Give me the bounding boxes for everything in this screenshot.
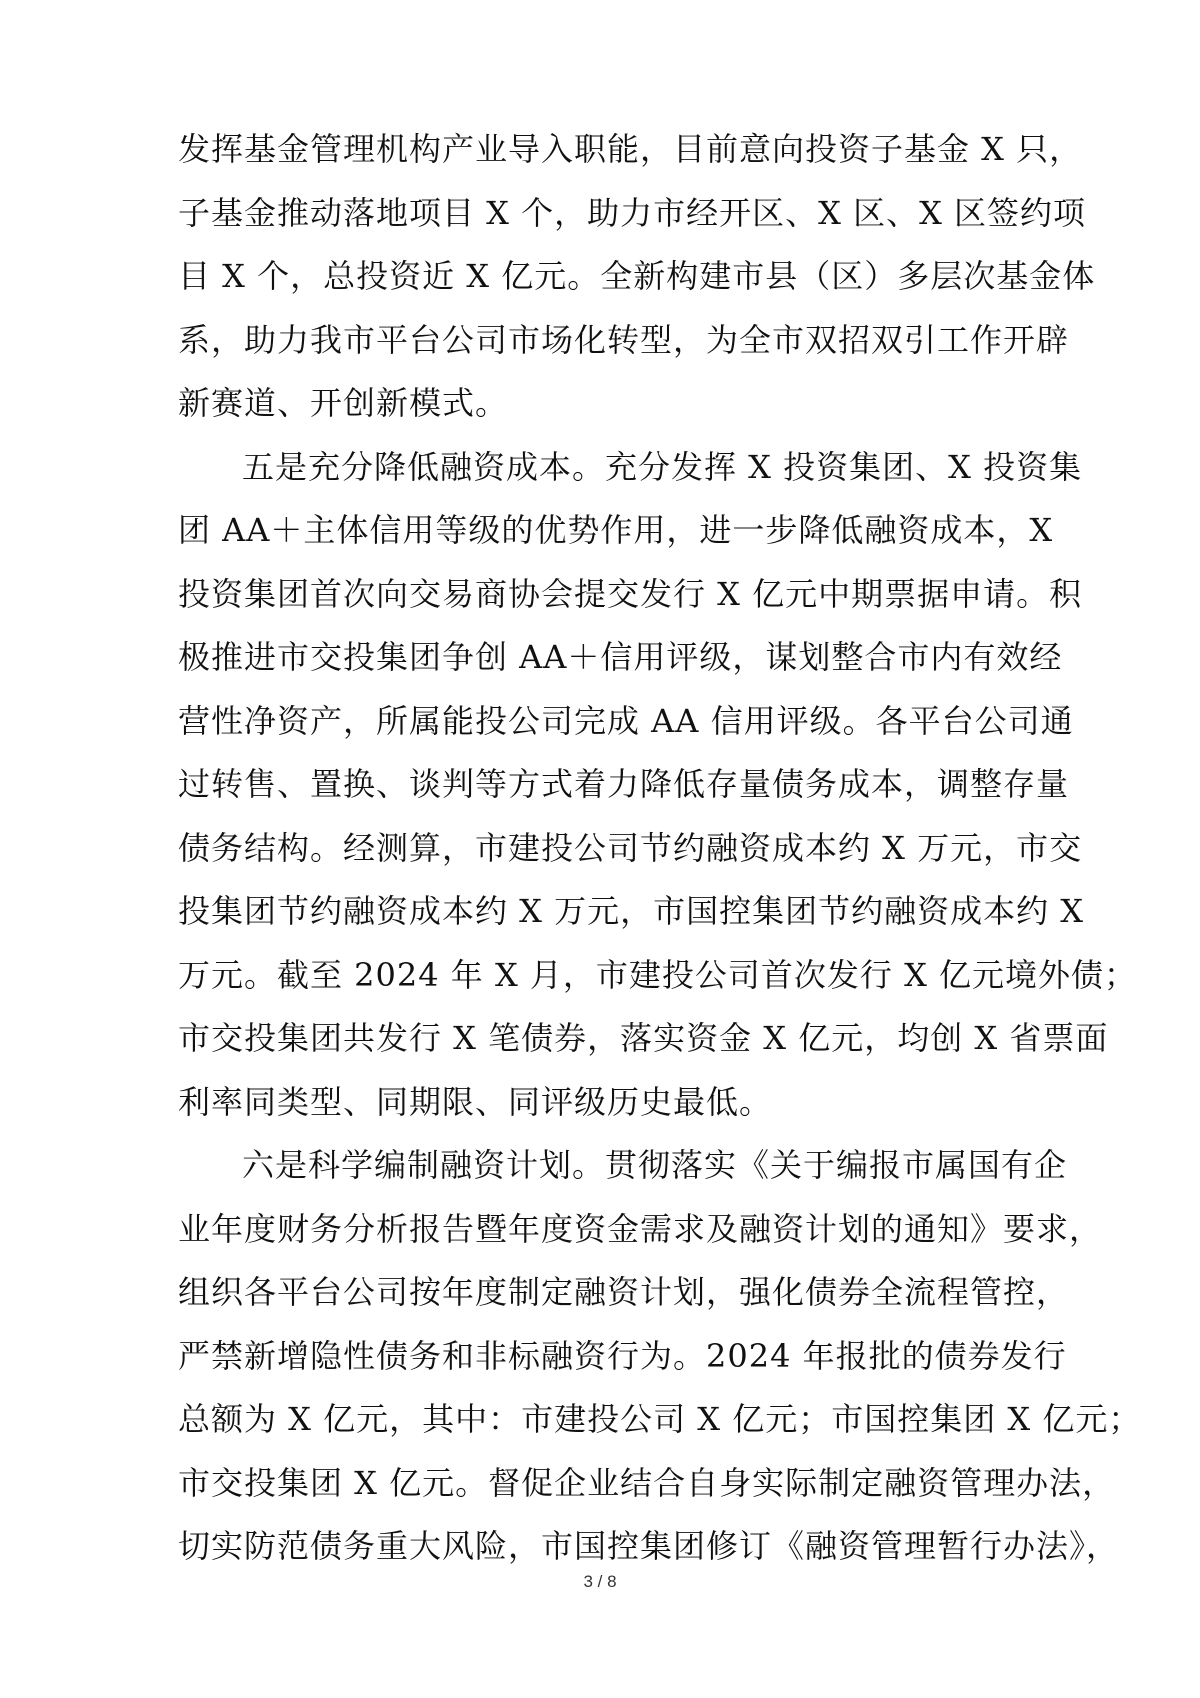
paragraph-first-line: 六是科学编制融资计划。贯彻落实《关于编报市属国有企 [242,1146,1068,1184]
paragraph-first-line: 五是充分降低融资成本。充分发挥 X 投资集团、X 投资集 [242,447,1083,486]
text-line: 系，助力我市平台公司市场化转型，为全市双招双引工作开辟 [178,320,1070,359]
text-line: 债务结构。经测算，市建投公司节约融资成本约 X 万元，市交 [178,828,1083,867]
document-body [178,118,1142,1579]
text-line: 总额为 X 亿元，其中：市建投公司 X 亿元；市国控集团 X 亿元； [178,1400,1142,1438]
text-line: 发挥基金管理机构产业导入职能，目前意向投资子基金 X 只， [178,130,1083,168]
text-line: 投集团节约融资成本约 X 万元，市国控集团节约融资成本约 X [178,892,1085,930]
text-line: 子基金推动落地项目 X 个，助力市经开区、X 区、X 区签约项 [178,193,1087,232]
text-line: 营性净资产，所属能投公司完成 AA 信用评级。各平台公司通 [178,701,1074,740]
page-number: 3 / 8 [583,1572,617,1591]
text-line: 新赛道、开创新模式。 [178,384,509,422]
text-line: 利率同类型、同期限、同评级历史最低。 [178,1082,773,1121]
text-line: 严禁新增隐性债务和非标融资行为。2024 年报批的债券发行 [178,1336,1067,1375]
text-line: 业年度财务分析报告暨年度资金需求及融资计划的通知》要求， [178,1209,1103,1248]
text-line: 切实防范债务重大风险，市国控集团修订《融资管理暂行办法》， [178,1527,1120,1565]
text-line: 投资集团首次向交易商协会提交发行 X 亿元中期票据申请。积 [178,574,1083,613]
text-line: 团 AA＋主体信用等级的优势作用，进一步降低融资成本，X [178,511,1054,549]
text-line: 市交投集团 X 亿元。督促企业结合自身实际制定融资管理办法， [178,1463,1116,1502]
text-line: 万元。截至 2024 年 X 月，市建投公司首次发行 X 亿元境外债； [178,955,1138,994]
text-line: 过转售、置换、谈判等方式着力降低存量债务成本，调整存量 [178,765,1070,803]
text-line: 市交投集团共发行 X 笔债券，落实资金 X 亿元，均创 X 省票面 [178,1019,1109,1057]
text-line: 组织各平台公司按年度制定融资计划，强化债券全流程管控， [178,1273,1070,1311]
text-line: 目 X 个，总投资近 X 亿元。全新构建市县（区）多层次基金体 [178,257,1096,295]
text-line: 极推进市交投集团争创 AA＋信用评级，谋划整合市内有效经 [178,638,1063,676]
